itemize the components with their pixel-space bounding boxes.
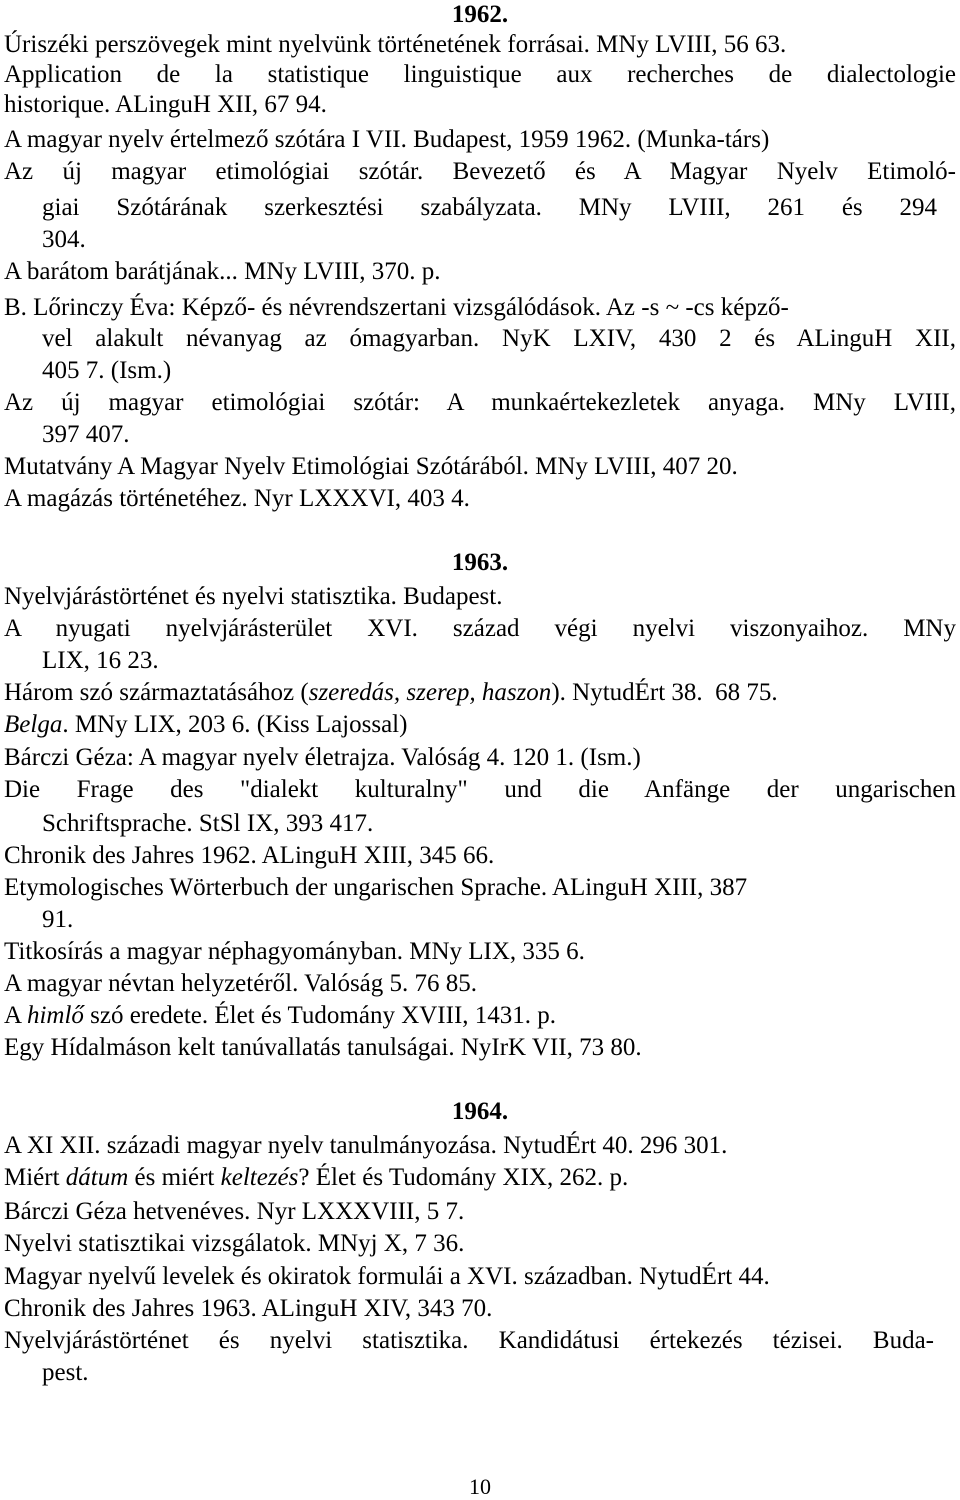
year-heading-1963: 1963. bbox=[451, 549, 509, 576]
entry-line: Úriszéki perszövegek mint nyelvünk történetének forrásai. MNy LVIII, 56 63. bbox=[4, 31, 787, 58]
page-number: 10 bbox=[469, 1474, 491, 1499]
entry-line: pest. bbox=[42, 1359, 89, 1386]
entry-line: LIX, 16 23. bbox=[42, 647, 159, 674]
entry-line: Die Frage des "dialekt kulturalny" und die Anfänge der ungarischen bbox=[4, 776, 956, 803]
entry-line: Az új magyar etimológiai szótár: A munkaértekezletek anyaga. MNy LVIII, bbox=[4, 389, 956, 416]
entry-line: Az új magyar etimológiai szótár. Bevezető és A Magyar Nyelv Etimoló- bbox=[4, 158, 956, 185]
entry-line: 405 7. (Ism.) bbox=[42, 357, 172, 384]
entry-line: A nyugati nyelvjárásterület XVI. század végi nyelvi viszonyaihoz. MNy bbox=[4, 615, 956, 642]
entry-line: Nyelvi statisztikai vizsgálatok. MNyj X, 7 36. bbox=[4, 1230, 465, 1257]
year-heading-1962: 1962. bbox=[451, 1, 509, 28]
entry-line: vel alakult névanyag az ómagyarban. NyK LXIV, 430 2 és ALinguH XII, bbox=[42, 325, 956, 352]
entry-line: B. Lőrinczy Éva: Képző- és névrendszertani vizsgálódások. Az -s ~ -cs képző- bbox=[4, 294, 789, 321]
entry-line: A magázás történetéhez. Nyr LXXXVI, 403 4. bbox=[4, 485, 470, 512]
entry-line: Nyelvjárástörténet és nyelvi statisztika. Kandidátusi értekezés tézisei. Buda- bbox=[4, 1327, 934, 1354]
entry-line: Bárczi Géza hetvenéves. Nyr LXXXVIII, 5 7. bbox=[4, 1198, 465, 1225]
entry-line: A himlő szó eredete. Élet és Tudomány XVIII, 1431. p. bbox=[4, 1002, 557, 1029]
entry-line: Miért dátum és miért keltezés? Élet és Tudomány XIX, 262. p. bbox=[4, 1164, 629, 1191]
entry-line: Application de la statistique linguistique aux recherches de dialectologie bbox=[4, 61, 956, 88]
entry-line: Bárczi Géza: A magyar nyelv életrajza. Valóság 4. 120 1. (Ism.) bbox=[4, 744, 641, 771]
entry-line: Nyelvjárástörténet és nyelvi statisztika. Budapest. bbox=[4, 583, 503, 610]
entry-line: Schriftsprache. StSl IX, 393 417. bbox=[42, 810, 374, 837]
entry-line: 397 407. bbox=[42, 421, 130, 448]
entry-line: Chronik des Jahres 1963. ALinguH XIV, 343 70. bbox=[4, 1295, 493, 1322]
year-heading-1964: 1964. bbox=[451, 1098, 509, 1125]
entry-line: A barátom barátjának... MNy LVIII, 370. p. bbox=[4, 258, 441, 285]
entry-line: 91. bbox=[42, 906, 74, 933]
entry-line: Belga. MNy LIX, 203 6. (Kiss Lajossal) bbox=[4, 711, 408, 738]
entry-line: Három szó származtatásához (szeredás, szerep, haszon). NytudÉrt 38. 68 75. bbox=[4, 679, 778, 706]
entry-line: 304. bbox=[42, 226, 86, 253]
entry-line: A magyar nyelv értelmező szótára I VII. Budapest, 1959 1962. (Munka-társ) bbox=[4, 126, 770, 153]
entry-line: Chronik des Jahres 1962. ALinguH XIII, 345 66. bbox=[4, 842, 495, 869]
entry-line: Egy Hídalmáson kelt tanúvallatás tanulságai. NyIrK VII, 73 80. bbox=[4, 1034, 642, 1061]
entry-line: A magyar névtan helyzetéről. Valóság 5. 76 85. bbox=[4, 970, 478, 997]
entry-line: Mutatvány A Magyar Nyelv Etimológiai Szótárából. MNy LVIII, 407 20. bbox=[4, 453, 738, 480]
entry-line: Titkosírás a magyar néphagyományban. MNy LIX, 335 6. bbox=[4, 938, 585, 965]
entry-line: giai Szótárának szerkesztési szabályzata. MNy LVIII, 261 és 294 bbox=[42, 194, 937, 221]
entry-line: historique. ALinguH XII, 67 94. bbox=[4, 91, 327, 118]
entry-line: A XI XII. századi magyar nyelv tanulmányozása. NytudÉrt 40. 296 301. bbox=[4, 1132, 728, 1159]
entry-line: Etymologisches Wörterbuch der ungarischen Sprache. ALinguH XIII, 387 bbox=[4, 874, 748, 901]
entry-line: Magyar nyelvű levelek és okiratok formulái a XVI. században. NytudÉrt 44. bbox=[4, 1263, 770, 1290]
